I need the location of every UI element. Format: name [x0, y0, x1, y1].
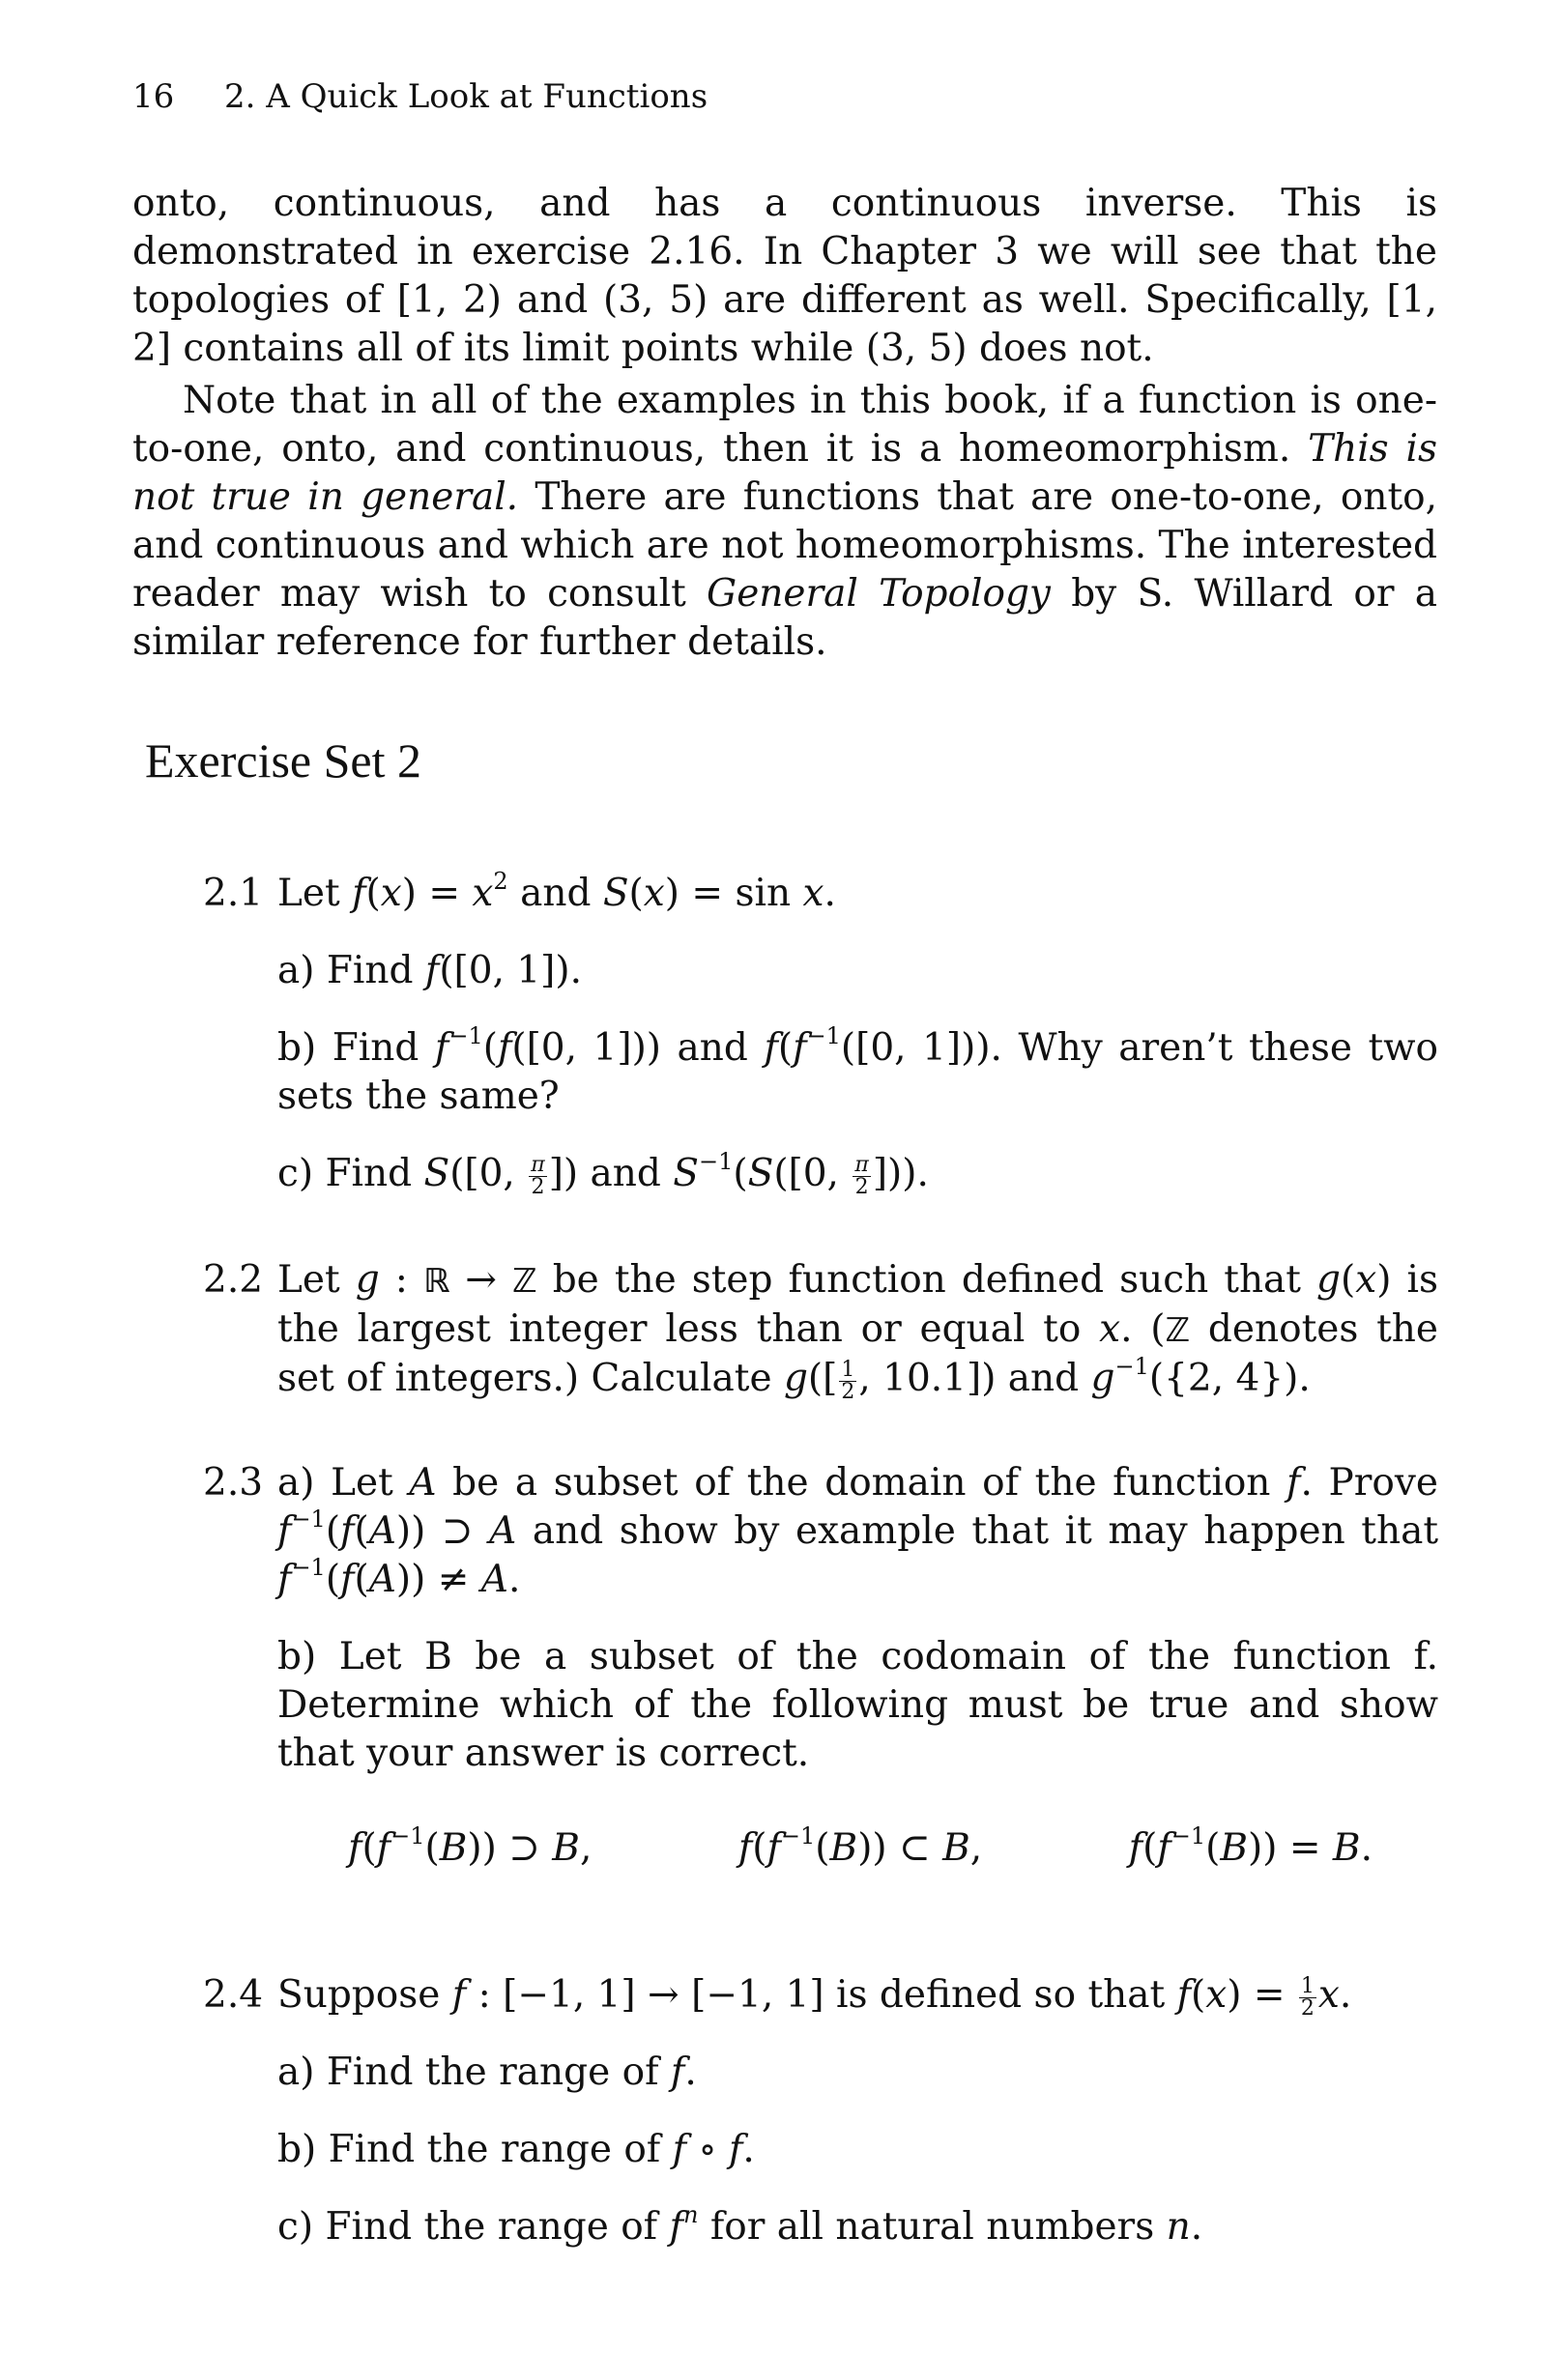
exercise-number: 2.2: [203, 1258, 264, 1302]
part-b-question: Why aren’t these two sets the same?: [277, 1026, 1439, 1118]
book-title: General Topology: [707, 572, 1051, 616]
chapter-title: 2. A Quick Look at Functions: [224, 77, 708, 116]
part-a: a) Find f([0, 1]).: [277, 949, 583, 992]
note-text-a: Note that in all of the examples in this book, if a function is one-to-one, onto, and continuous, then it is a homeomorphism.: [132, 379, 1437, 471]
note-emphasis: This is not true in general.: [132, 427, 1437, 519]
exercise-number: 2.4: [203, 1973, 264, 2017]
paragraph-continuation: onto, continuous, and has a continuous inverse. This is demonstrated in exercise 2.16. In Chapter 3 we will see that the topologies of [1, 2) and (3, 5) are different as well. Specifically, [1, 2] contains all of its limit points while (3, 5) does not.: [132, 182, 1437, 370]
exercise-number: 2.1: [203, 872, 264, 915]
exercise-2-4: [203, 1971, 1438, 2251]
exercise-statement: Let g : ℝ → ℤ be the step function defined such that g(x) is the largest integer less than or equal to x. (ℤ denotes the set of integers.) Calculate g([ $\frac{1}{2}$ , 10.1]) and $g^{-1}(\{2$, 4}).: [277, 1258, 1438, 1404]
part-b: b) Find the range of f ∘ f.: [277, 2128, 755, 2171]
exercise-2-2: [203, 1256, 1438, 1403]
relation-superset: $f(f^{-1}(B))$ ⊃ B,: [348, 1822, 593, 1870]
section-title: Exercise Set 2: [145, 733, 422, 788]
note-text-e: by S. Willard or a similar reference for further details.: [132, 572, 1437, 664]
relations-row: [348, 1822, 1373, 1870]
running-head: [132, 77, 708, 116]
relation-equal: $f(f^{-1}(B)) = B$.: [1128, 1822, 1373, 1870]
note-text-c: There are functions that are one-to-one, onto, and continuous and which are not homeomorphisms. The interested reader may wish to consult: [132, 475, 1437, 616]
part-b: b) Let B be a subset of the codomain of the function f. Determine which of the following must be true and show that your answer is correct.: [277, 1635, 1438, 1775]
page-number: 16: [132, 77, 175, 116]
exercise-statement: Let $f(x) = x^2$ and S(x) = sin x.: [277, 868, 836, 915]
part-a: a) Find the range of f.: [277, 2050, 697, 2094]
paragraph-homeomorphism-note: [132, 377, 1437, 667]
part-c: c) Find S([0, $\frac{\pi}{2}$ ]) and $S^{-1}(S([0$, $\frac{\pi}{2}$ ])).: [277, 1148, 929, 1199]
part-c: c) Find the range of $f^n$ for all natural numbers n.: [277, 2201, 1203, 2249]
exercise-2-1: [203, 870, 1438, 1198]
relation-subset: $f(f^{-1}(B))$ ⊂ B,: [737, 1822, 983, 1870]
exercise-statement: Suppose f : [−1, 1] → [−1, 1] is defined so that f(x) = $\frac{1}{2}$ x.: [277, 1973, 1352, 2021]
part-a: a) Let A be a subset of the domain of the function f. Prove $f^{-1}(f(A))$ ⊃ A and show by example that it may happen that $f^{-1}(f(A)) \ne A$.: [277, 1461, 1438, 1601]
exercise-2-3: [203, 1459, 1438, 1778]
part-b: b) Find $f^{-1}(f([0$, 1])) and $f(f^{-1}([0$, 1])). Why aren’t these two sets the same?: [277, 1022, 1439, 1118]
exercise-number: 2.3: [203, 1461, 264, 1505]
